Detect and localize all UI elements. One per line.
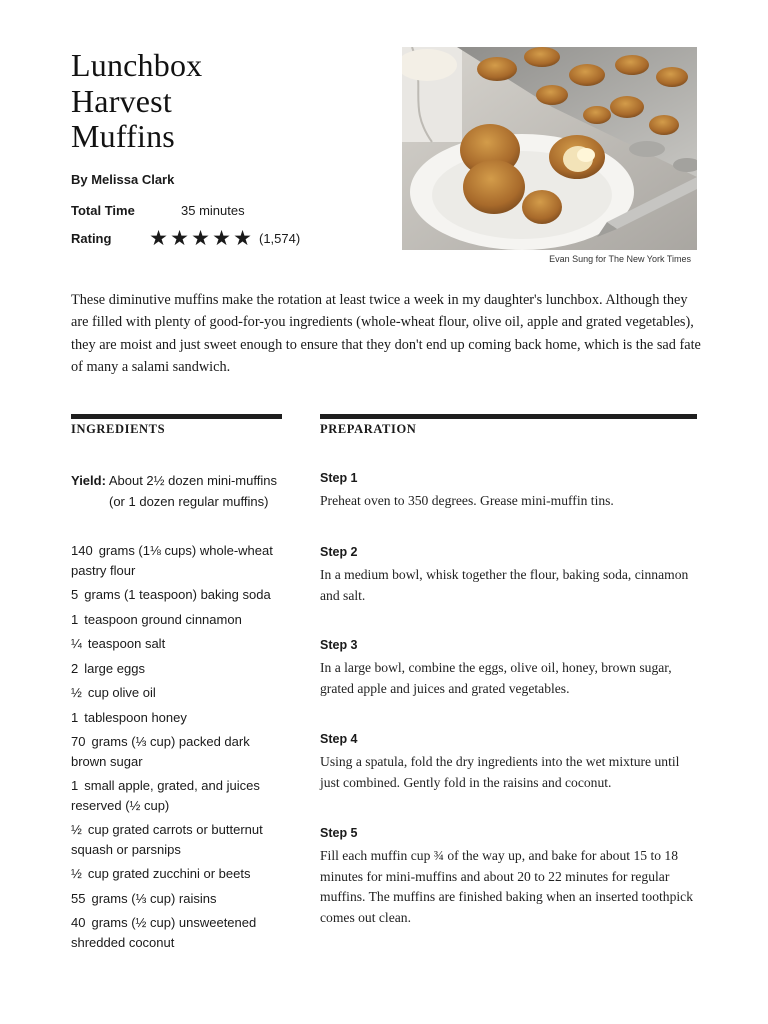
step-label: Step 1 — [320, 471, 358, 485]
ingredient-item — [71, 732, 286, 771]
recipe-title — [71, 48, 371, 155]
ingredient-text: cup olive oil — [87, 685, 156, 700]
star-icon[interactable]: ★ — [212, 227, 231, 250]
star-icon[interactable]: ★ — [233, 227, 252, 250]
ingredient-text: tablespoon honey — [84, 709, 187, 725]
rating-count: (1,574) — [259, 231, 301, 246]
ingredient-text: teaspoon salt — [87, 636, 166, 651]
step-label: Step 3 — [320, 638, 358, 652]
ingredient-quantity: 1 — [71, 611, 79, 627]
ingredient-item — [71, 585, 286, 605]
step-text: Fill each muffin cup ¾ of the way up, and bake for about 15 to 18 minutes for mini-muffins and about 20 to 22 minutes for regular muffins. The muffins are finished baking when an inserted toothpick comes out clean. — [320, 848, 693, 925]
preparation-rule — [320, 414, 697, 419]
ingredient-item — [71, 683, 286, 703]
step-text: Preheat oven to 350 degrees. Grease mini-muffin tins. — [320, 493, 614, 508]
ingredient-item — [71, 776, 286, 815]
ingredient-item — [71, 634, 286, 654]
ingredient-quantity: 55 — [71, 890, 86, 906]
preparation-heading: PREPARATION — [320, 422, 417, 436]
step-1 — [320, 470, 700, 512]
ingredient-item — [71, 659, 286, 679]
star-icon[interactable]: ★ — [191, 227, 210, 250]
recipe-yield — [71, 470, 291, 512]
title-line: Harvest — [71, 82, 172, 119]
rating-stars[interactable] — [148, 228, 253, 251]
step-label: Step 2 — [320, 545, 358, 559]
star-icon[interactable]: ★ — [170, 227, 189, 250]
ingredient-item — [71, 913, 286, 952]
ingredient-quantity: ½ — [71, 685, 82, 700]
star-icon[interactable]: ★ — [149, 227, 168, 250]
ingredient-text: grams (⅓ cup) raisins — [91, 890, 217, 906]
ingredient-quantity: 1 — [71, 709, 79, 725]
yield-value-line1: About 2½ dozen mini-muffins — [108, 473, 277, 488]
ingredient-quantity: 70 — [71, 734, 86, 749]
ingredient-item — [71, 864, 286, 884]
ingredient-quantity: ½ — [71, 822, 82, 837]
ingredient-text: small apple, grated, and juices reserved (½ cup) — [71, 778, 260, 813]
ingredient-quantity: 5 — [71, 587, 79, 602]
ingredient-item — [71, 541, 286, 580]
yield-value-line2: (or 1 dozen regular muffins) — [109, 494, 269, 509]
title-line: Muffins — [71, 118, 175, 154]
total-time-value: 35 minutes — [181, 203, 245, 218]
step-label: Step 5 — [320, 826, 358, 840]
ingredient-quantity: ¼ — [71, 636, 82, 651]
step-4 — [320, 731, 700, 793]
ingredient-text: grams (½ cup) unsweetened shredded coconut — [71, 915, 257, 950]
muffins-photo-illustration — [402, 47, 697, 250]
ingredient-text: cup grated zucchini or beets — [87, 866, 251, 881]
step-label: Step 4 — [320, 732, 358, 746]
recipe-photo — [402, 47, 697, 250]
photo-credit: Evan Sung for The New York Times — [549, 254, 691, 264]
ingredient-quantity: 1 — [71, 778, 79, 793]
step-3 — [320, 637, 700, 699]
step-text: In a large bowl, combine the eggs, olive oil, honey, brown sugar, grated apple and juices and grated vegetables. — [320, 660, 672, 696]
ingredient-item — [71, 889, 286, 909]
rating-label: Rating — [71, 231, 112, 246]
ingredient-quantity: 40 — [71, 915, 86, 930]
step-text: In a medium bowl, whisk together the flour, baking soda, cinnamon and salt. — [320, 567, 689, 603]
ingredient-quantity: 2 — [71, 660, 79, 676]
recipe-intro: These diminutive muffins make the rotation at least twice a week in my daughter's lunchbox. Although they are filled with plenty of good-for-you ingredients (whole-wheat flour, olive oil, apple and grated vegetables), they are moist and just sweet enough to ensure that they don't end up coming back home, which is the sad fate of many a salami sandwich. — [71, 292, 701, 375]
yield-label: Yield: — [71, 473, 106, 488]
ingredient-item — [71, 820, 286, 859]
step-2 — [320, 544, 700, 606]
ingredient-item — [71, 610, 286, 630]
step-5 — [320, 825, 700, 928]
ingredient-text: teaspoon ground cinnamon — [84, 611, 242, 627]
ingredients-heading: INGREDIENTS — [71, 422, 166, 436]
ingredient-item — [71, 708, 286, 728]
ingredient-text: large eggs — [84, 660, 145, 676]
total-time-label: Total Time — [71, 203, 135, 218]
author-byline[interactable]: By Melissa Clark — [71, 172, 175, 187]
ingredient-text: grams (⅓ cup) packed dark brown sugar — [71, 734, 250, 769]
ingredients-list — [71, 541, 286, 957]
ingredient-quantity: ½ — [71, 866, 82, 881]
ingredient-text: cup grated carrots or butternut squash or parsnips — [71, 822, 263, 857]
ingredient-text: grams (1 teaspoon) baking soda — [84, 587, 271, 602]
ingredient-quantity: 140 — [71, 543, 93, 558]
step-text: Using a spatula, fold the dry ingredients into the wet mixture until just combined. Gently fold in the raisins and coconut. — [320, 754, 680, 790]
title-line: Lunchbox — [71, 47, 203, 83]
ingredient-text: grams (1⅛ cups) whole-wheat pastry flour — [71, 543, 273, 578]
ingredients-rule — [71, 414, 282, 419]
